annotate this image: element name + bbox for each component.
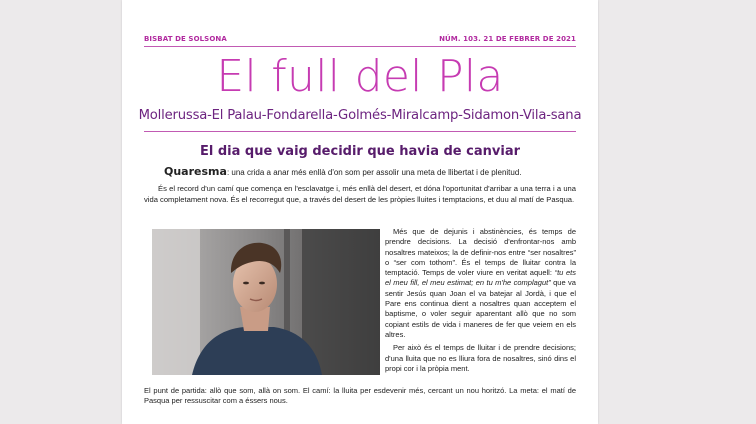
- parishes-line: Mollerussa-El Palau-Fondarella-Golmés-Miralcamp-Sidamon-Vila-sana: [138, 108, 582, 123]
- scripture-quote: “tu ets el meu fill, el meu estimat; en tu m'he complagut”: [385, 268, 576, 288]
- paragraph-struggle: Per això és el temps de lluitar i de prendre decisions; d'una lluita que no es lliura fora de nosaltres, sinó dins el propi cor i la pròpia ment.: [385, 343, 576, 373]
- top-divider: [144, 46, 576, 47]
- closing-paragraph: El punt de partida: allò que som, allà on som. El camí: la lluita per esdevenir més, cercant un nou horitzó. La meta: el matí de Pasqua per ressuscitar com a éssers nous.: [144, 386, 576, 406]
- diocese-label: BISBAT DE SOLSONA: [144, 35, 227, 43]
- masthead-divider: [144, 131, 576, 132]
- newsletter-page: [122, 0, 598, 424]
- article-photo: [152, 229, 380, 375]
- intro-paragraph: És el record d'un camí que comença en l'esclavatge i, més enllà del desert, et dóna l'oportunitat d'arribar a una terra i a una vida completament nova. És el recorregut que, a través del desert de les pròpies lluites i temptacions, et duu al matí de Pasqua.: [144, 184, 576, 204]
- paragraph-decisions: [385, 227, 576, 340]
- lead-keyword: Quaresma: [164, 165, 227, 178]
- paragraph-decisions-text: Més que de dejunis i abstinències, és temps de prendre decisions. La decisió d'enfrontar-nos amb nosaltres mateixos; la de definir-nos entre “ser nosaltres” o “ser com tothom”. És el temps de lluitar contra la temptació. Temps de voler viure en veritat aquell:: [385, 227, 576, 278]
- paragraph-decisions-end: que va sentir Jesús quan Joan el va batejar al Jordà, i que el Pare ens continua dient a nosaltres quan acceptem el baptisme, o voler seguir aparentant allò que no som copiant estils de vida i maneres de fer que veiem en els altres.: [385, 278, 576, 339]
- article-column: [385, 227, 576, 377]
- article-headline: El dia que vaig decidir que havia de canviar: [200, 144, 520, 159]
- lead-line: [164, 165, 522, 178]
- issue-number: NÚM. 103. 21 DE FEBRER DE 2021: [439, 35, 576, 43]
- masthead-title: El full del Pla: [216, 51, 504, 102]
- lead-text: : una crida a anar més enllà d'on som per assolir una meta de llibertat i de plenitud.: [226, 168, 522, 177]
